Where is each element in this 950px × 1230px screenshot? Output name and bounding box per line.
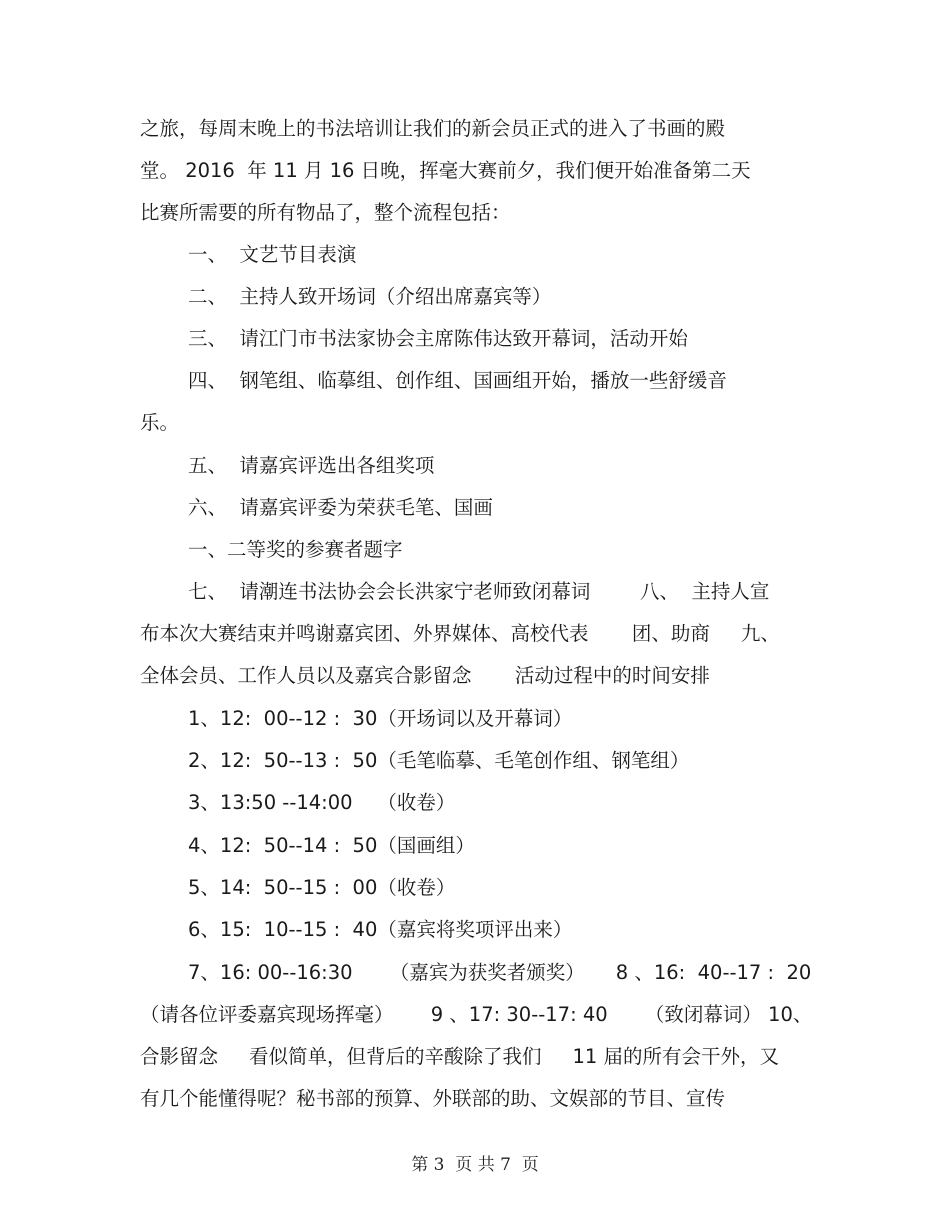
text-line: 5、14: 50--15 : 00（收卷）	[188, 876, 456, 899]
text-line: 7、16: 00--16:30 （嘉宾为获奖者颁奖） 8 、16: 40--17 : 20	[188, 961, 812, 984]
text-line: （请各位评委嘉宾现场挥毫） 9 、17: 30--17: 40 （致闭幕词） 10、	[140, 1003, 813, 1026]
text-line: 七、 请潮连书法协会会长洪家宁老师致闭幕词 八、 主持人宣	[188, 580, 770, 603]
text-line: 2、12: 50--13 : 50（毛笔临摹、毛笔创作组、钢笔组）	[188, 749, 690, 772]
text-line: 二、 主持人致开场词（介绍出席嘉宾等）	[188, 285, 552, 308]
text-line: 四、 钢笔组、临摹组、创作组、国画组开始，播放一些舒缓音	[188, 369, 727, 392]
text-line: 6、15: 10--15 : 40（嘉宾将奖项评出来）	[188, 918, 573, 941]
text-line: 一、二等奖的参赛者题字	[188, 538, 403, 561]
text-line: 布本次大赛结束并鸣谢嘉宾团、外界媒体、高校代表 团、助商 九、	[140, 622, 780, 645]
text-line: 4、12: 50--14 : 50（国画组）	[188, 834, 475, 857]
text-line: 3、13:50 --14:00 （收卷）	[188, 791, 456, 814]
text-line: 一、 文艺节目表演	[188, 243, 357, 266]
text-line: 堂。 2016 年 11 月 16 日晚，挥毫大赛前夕，我们便开始准备第二天	[140, 159, 751, 182]
text-line: 合影留念 看似简单，但背后的辛酸除了我们 11 届的所有会干外，又	[140, 1045, 779, 1068]
page-number-footer: 第 3 页 共 7 页	[411, 1155, 539, 1175]
text-line: 乐。	[140, 411, 180, 434]
text-line: 之旅，每周末晚上的书法培训让我们的新会员正式的进入了书画的殿	[140, 117, 726, 140]
text-line: 五、 请嘉宾评选出各组奖项	[188, 454, 435, 477]
text-line: 全体会员、工作人员以及嘉宾合影留念 活动过程中的时间安排	[140, 664, 710, 687]
text-line: 1、12: 00--12 : 30（开场词以及开幕词）	[188, 707, 573, 730]
text-line: 比赛所需要的所有物品了，整个流程包括：	[140, 201, 511, 224]
text-line: 三、 请江门市书法家协会主席陈伟达致开幕词，活动开始	[188, 327, 688, 350]
text-line: 六、 请嘉宾评委为荣获毛笔、国画	[188, 496, 493, 519]
text-line: 有几个能懂得呢？秘书部的预算、外联部的助、文娱部的节目、宣传	[140, 1087, 726, 1110]
